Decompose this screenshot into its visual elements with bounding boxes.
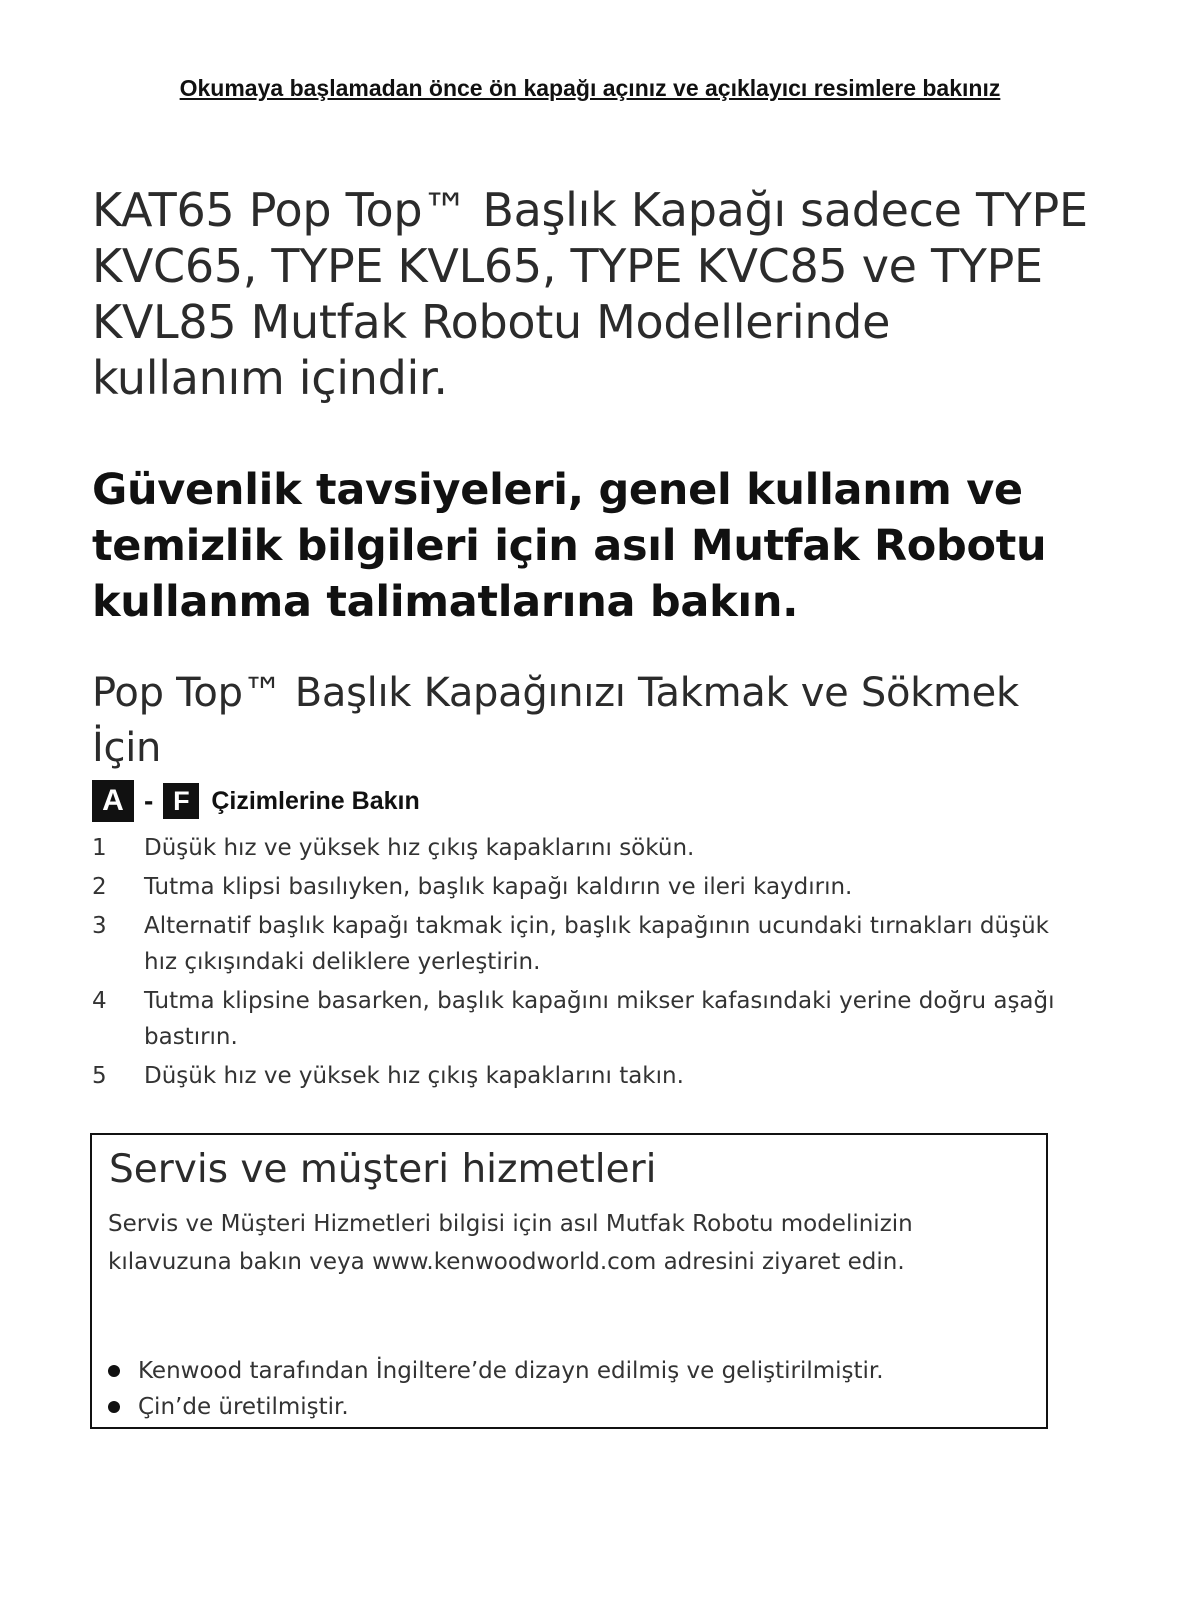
safety-notice: Güvenlik tavsiyeleri, genel kullanım ve temizlik bilgileri için asıl Mutfak Robotu kullanma talimatlarına bakın.: [92, 465, 1047, 627]
step-text: Tutma klipsine basarken, başlık kapağını mikser kafasındaki yerine doğru aşağı bastırın.: [144, 988, 1055, 1050]
bullet-text: Kenwood tarafından İngiltere’de dizayn edilmiş ve geliştirilmiştir.: [138, 1358, 884, 1384]
bullet-icon: [108, 1401, 120, 1413]
step-number: 4: [92, 988, 107, 1014]
step-number: 3: [92, 913, 107, 939]
step-item: [92, 983, 1072, 1055]
figure-reference-label: Çizimlerine Bakın: [211, 786, 420, 815]
step-text: Düşük hız ve yüksek hız çıkış kapaklarını sökün.: [144, 835, 695, 861]
figure-a-badge: A: [92, 780, 134, 822]
step-number: 2: [92, 874, 107, 900]
step-item: [92, 830, 1072, 866]
step-text: Tutma klipsi basılıyken, başlık kapağı kaldırın ve ileri kaydırın.: [144, 874, 853, 900]
step-text: Alternatif başlık kapağı takmak için, başlık kapağının ucundaki tırnakları düşük hız çıkışındaki deliklere yerleştirin.: [144, 913, 1049, 975]
bullet-item: [108, 1389, 1038, 1425]
figure-f-badge: F: [163, 783, 199, 819]
service-info-box: [90, 1133, 1048, 1429]
intro-heading: KAT65 Pop Top™ Başlık Kapağı sadece TYPE KVC65, TYPE KVL65, TYPE KVC85 ve TYPE KVL85 Mutfak Robotu Modellerinde kullanım içindir.: [92, 183, 1088, 405]
step-number: 1: [92, 835, 107, 861]
service-title: Servis ve müşteri hizmetleri: [109, 1147, 657, 1192]
service-body: Servis ve Müşteri Hizmetleri bilgisi için asıl Mutfak Robotu modelinizin kılavuzuna bakın veya www.kenwoodworld.com adresini ziyaret edin.: [108, 1211, 913, 1275]
top-note: Okumaya başlamadan önce ön kapağı açınız ve açıklayıcı resimlere bakınız: [179, 75, 1001, 101]
figure-range-separator: -: [144, 785, 154, 816]
bullet-icon: [108, 1365, 120, 1377]
figure-reference: [92, 780, 420, 822]
step-number: 5: [92, 1063, 107, 1089]
section-heading: Pop Top™ Başlık Kapağınızı Takmak ve Sökmek İçin: [92, 670, 1019, 771]
step-text: Düşük hız ve yüksek hız çıkış kapaklarını takın.: [144, 1063, 684, 1089]
service-bullets: [108, 1353, 1038, 1425]
step-item: [92, 869, 1072, 905]
bullet-item: [108, 1353, 1038, 1389]
step-item: [92, 908, 1072, 980]
step-item: [92, 1058, 1072, 1094]
bullet-text: Çin’de üretilmiştir.: [138, 1394, 349, 1420]
steps-list: [92, 830, 1072, 1097]
